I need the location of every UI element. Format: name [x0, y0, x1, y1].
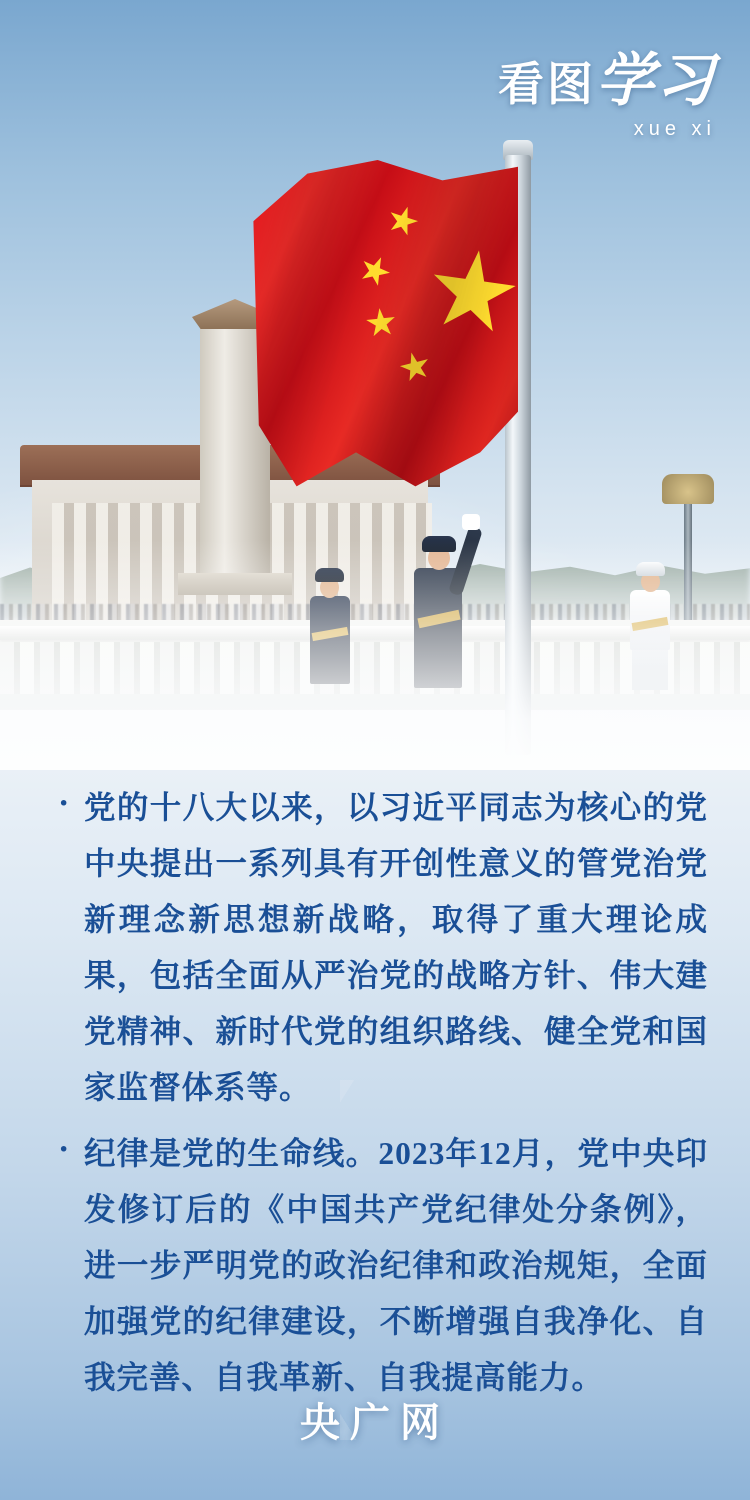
- cnr-brand-logo: 央广网: [300, 1401, 450, 1445]
- footer: [0, 1391, 750, 1448]
- paragraph-1: · 党的十八大以来，以习近平同志为核心的党中央提出一系列具有开创性意义的管党治党新理念新思想新战略，取得了重大理论成果，包括全面从严治党的战略方针、伟大建党精神、新时代党的组织路线、健全党和国家监督体系等。: [58, 780, 708, 1116]
- flag-shading: [248, 160, 518, 500]
- kantu-xuexi-logo: [497, 48, 716, 141]
- logo-text-kantu: 看图: [497, 59, 596, 110]
- photo-fade-overlay: [0, 540, 750, 770]
- logo-main-text: [497, 48, 716, 113]
- china-national-flag: [248, 160, 518, 500]
- logo-text-xuexi: 学习: [595, 48, 716, 113]
- logo-pinyin: xue xi: [633, 118, 716, 140]
- body-text-block: [0, 760, 750, 1400]
- guard-white-glove: [462, 514, 480, 530]
- paragraph-2: · 纪律是党的生命线。2023年12月，党中央印发修订后的《中国共产党纪律处分条例》，进一步严明党的政治纪律和政治规矩，全面加强党的纪律建设，不断增强自我净化、自我完善、自我革新、自我提高能力。: [58, 1126, 708, 1406]
